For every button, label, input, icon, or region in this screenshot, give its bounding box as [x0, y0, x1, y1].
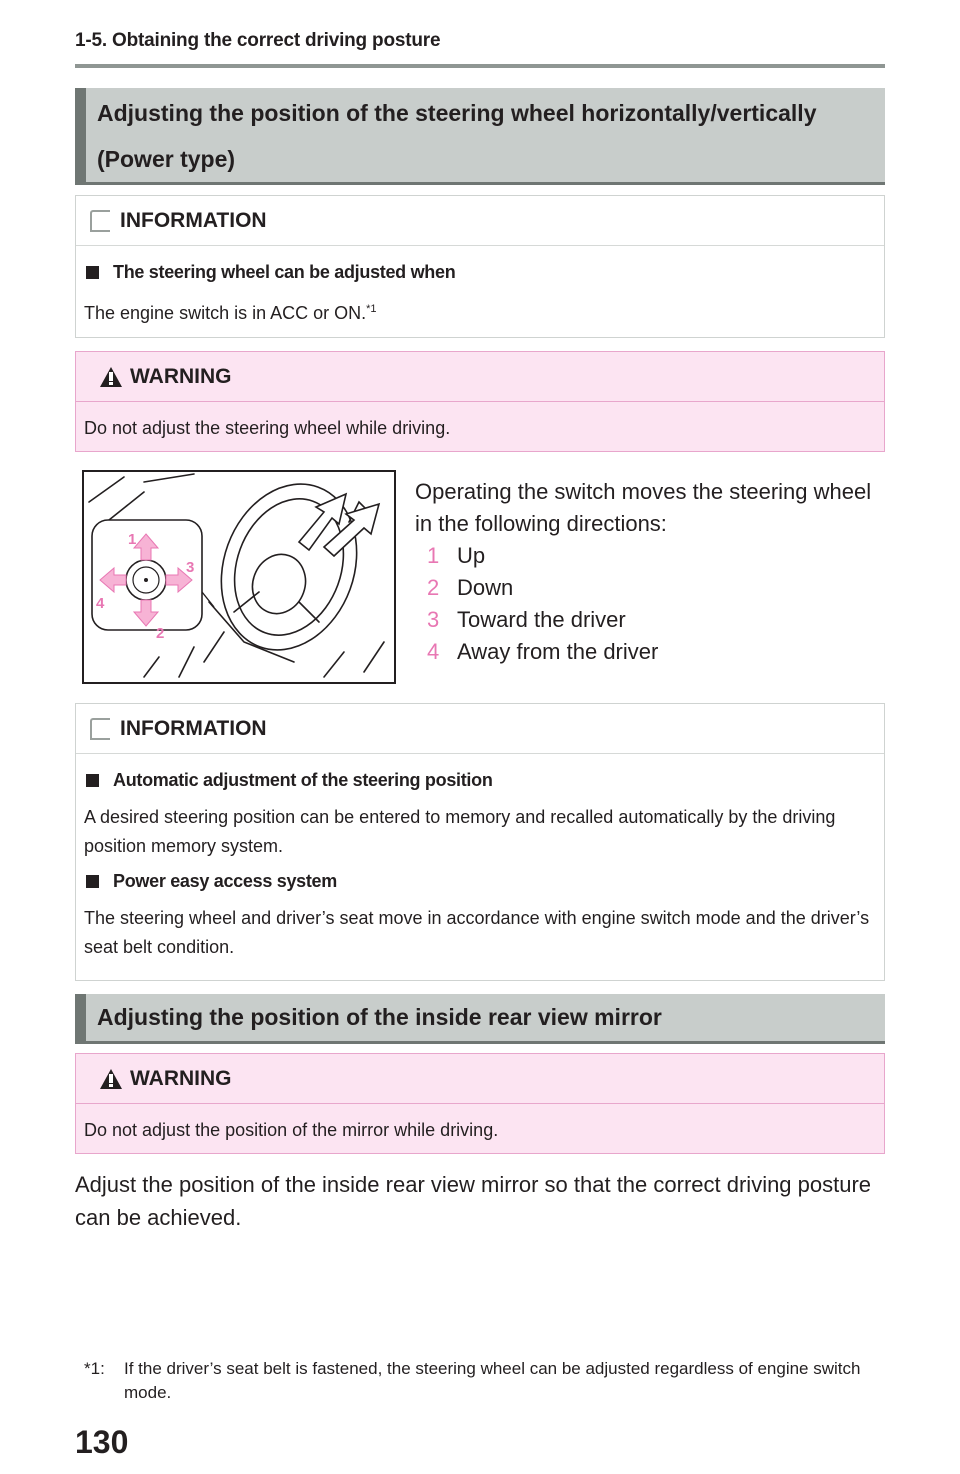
information-header: [76, 704, 884, 754]
footnote-text: If the driver’s seat belt is fastened, the steering wheel can be adjusted regardless of engine switch mode.: [124, 1359, 861, 1402]
list-item: [427, 636, 885, 668]
information-text: [84, 295, 876, 328]
footnote-reference: *1: [366, 303, 377, 315]
section-heading-text: Adjusting the position of the inside rear view mirror: [97, 1004, 662, 1030]
steering-wheel-illustration: [82, 470, 396, 684]
list-item: [427, 604, 885, 636]
footnote: [84, 1357, 884, 1405]
step-number: 2: [427, 575, 440, 600]
subheading-text: Power easy access system: [113, 871, 337, 891]
figure-label-2: 2: [156, 625, 165, 642]
figure-label-1: 1: [128, 531, 137, 548]
information-body: [76, 754, 884, 986]
information-icon: [90, 210, 110, 232]
section-heading-mirror: [75, 994, 885, 1044]
operation-description: [415, 476, 885, 668]
figure-label-4: 4: [96, 595, 105, 612]
warning-triangle-icon: [100, 1069, 122, 1089]
list-item: [427, 572, 885, 604]
subheading-text: Automatic adjustment of the steering position: [113, 770, 493, 790]
section-heading-line2: (Power type): [97, 146, 236, 172]
running-head: 1-5. Obtaining the correct driving posture: [75, 30, 441, 51]
warning-header: [76, 1054, 884, 1104]
information-header: [76, 196, 884, 246]
warning-triangle-icon: [100, 367, 122, 387]
warning-text: Do not adjust the steering wheel while driving.: [84, 418, 451, 438]
information-text: A desired steering position can be entered to memory and recalled automatically by the driving position memory system.: [84, 807, 836, 856]
warning-box-2: [75, 1053, 885, 1154]
footnote-mark: *1:: [84, 1359, 105, 1378]
section-heading-line1: Adjusting the position of the steering wheel horizontally/vertically: [97, 100, 817, 126]
direction-list: [415, 540, 885, 668]
head-rule: [75, 64, 885, 68]
subheading-text: The steering wheel can be adjusted when: [113, 262, 456, 282]
information-label: INFORMATION: [120, 716, 267, 740]
information-box-2: [75, 703, 885, 981]
information-subheading: [84, 871, 876, 892]
step-label: Away from the driver: [457, 639, 659, 664]
steering-illustration-svg: [84, 472, 394, 682]
mirror-paragraph: Adjust the position of the inside rear view mirror so that the correct driving posture can be achieved.: [75, 1172, 872, 1230]
warning-header: [76, 352, 884, 402]
information-box-1: [75, 195, 885, 338]
square-bullet-icon: [86, 266, 99, 279]
step-number: 3: [427, 607, 440, 632]
step-number: 1: [427, 543, 440, 568]
step-label: Up: [457, 543, 486, 568]
information-body: [76, 246, 884, 352]
square-bullet-icon: [86, 875, 99, 888]
square-bullet-icon: [86, 774, 99, 787]
list-item: [427, 540, 885, 572]
section-heading-steering: [75, 88, 885, 185]
information-text: The steering wheel and driver’s seat move in accordance with engine switch mode and the driver’s seat belt condition.: [84, 908, 870, 957]
information-subheading: [84, 262, 876, 283]
information-subheading: [84, 770, 876, 791]
page-number: 130: [75, 1424, 129, 1460]
information-text-main: The engine switch is in ACC or ON.: [84, 303, 367, 323]
figure-label-3: 3: [186, 559, 195, 576]
operation-intro: Operating the switch moves the steering wheel in the following directions:: [415, 479, 872, 536]
step-label: Down: [457, 575, 514, 600]
information-icon: [90, 718, 110, 740]
step-label: Toward the driver: [457, 607, 626, 632]
warning-label: WARNING: [130, 364, 232, 388]
warning-label: WARNING: [130, 1066, 232, 1090]
step-number: 4: [427, 639, 440, 664]
warning-text: Do not adjust the position of the mirror while driving.: [84, 1120, 499, 1140]
warning-body: [76, 402, 884, 467]
warning-body: [76, 1104, 884, 1169]
information-label: INFORMATION: [120, 208, 267, 232]
warning-box-1: [75, 351, 885, 452]
